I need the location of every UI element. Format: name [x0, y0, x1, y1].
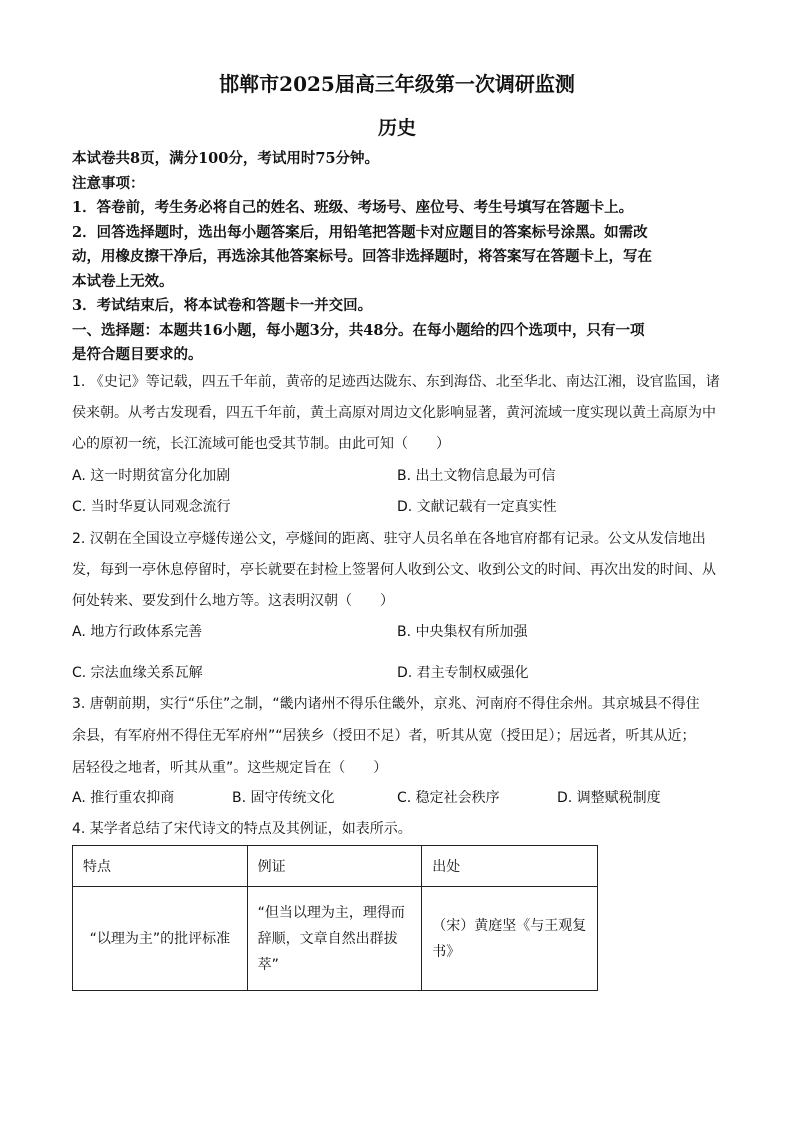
notice-item: 动，用橡皮擦干净后，再选涂其他答案标号。回答非选择题时，将答案写在答题卡上，写在 [72, 248, 652, 265]
question-1-stem: 1. 《史记》等记载，四五千年前，黄帝的足迹西达陇东、东到海岱、北至华北、南达江湘，设官监国，诸 [72, 374, 720, 390]
question-2-option-c: C. 宗法血缘关系瓦解 [72, 665, 203, 681]
question-3-option-d: D. 调整赋税制度 [557, 790, 661, 806]
table-cell-source: （宋）黄庭坚《与王观复书》 [422, 887, 598, 991]
question-3-option-a: A. 推行重农抑商 [72, 790, 175, 806]
table-cell-feature: “以理为主”的批评标准 [73, 887, 248, 991]
question-2-stem: 2. 汉朝在全国设立亭燧传递公文，亭燧间的距离、驻守人员名单在各地官府都有记录。公文从发信地出 [72, 531, 706, 547]
table-row [73, 887, 598, 991]
question-4-stem: 4. 某学者总结了宋代诗文的特点及其例证，如表所示。 [72, 821, 412, 837]
question-3-stem: 居轻役之地者，听其从重”。这些规定旨在（ ） [72, 760, 388, 776]
notice-item: 2．回答选择题时，选出每小题答案后，用铅笔把答题卡对应题目的答案标号涂黑。如需改 [72, 224, 648, 241]
question-1-option-b: B. 出土文物信息最为可信 [397, 468, 556, 484]
section-heading: 是符合题目要求的。 [72, 346, 203, 363]
notice-item: 本试卷上无效。 [72, 273, 174, 290]
notice-item: 1．答卷前，考生务必将自己的姓名、班级、考场号、座位号、考生号填写在答题卡上。 [72, 199, 634, 216]
table-header-row [73, 846, 598, 887]
table-header-cell: 特点 [73, 846, 248, 887]
question-1-option-a: A. 这一时期贫富分化加剧 [72, 468, 231, 484]
question-3-stem: 余县，有军府州不得住无军府州”“居狭乡（授田不足）者，听其从宽（授田足）；居远者，听其从近； [72, 728, 696, 744]
subject-title: 历史 [377, 117, 416, 139]
question-1-stem: 侯来朝。从考古发现看，四五千年前，黄土高原对周边文化影响显著，黄河流域一度实现以黄土高原为中 [72, 405, 716, 421]
table-header-cell: 例证 [247, 846, 422, 887]
question-2-option-a: A. 地方行政体系完善 [72, 624, 203, 640]
question-2-stem: 发，每到一亭休息停留时，亭长就要在封检上签署何人收到公文、收到公文的时间、再次出发的时间、从 [72, 562, 716, 578]
table-header-cell: 出处 [422, 846, 598, 887]
question-2-option-d: D. 君主专制权威强化 [397, 665, 529, 681]
question-2-option-b: B. 中央集权有所加强 [397, 624, 528, 640]
notice-heading: 注意事项： [72, 175, 145, 192]
table-cell-example: “但当以理为主，理得而辞顺，文章自然出群拔萃” [247, 887, 422, 991]
section-heading: 一、选择题：本题共16小题，每小题3分，共48分。在每小题给的四个选项中，只有一项 [72, 322, 645, 339]
question-1-stem: 心的原初一统，长江流域可能也受其节制。由此可知（ ） [72, 436, 450, 452]
exam-info: 本试卷共8页，满分100分，考试用时75分钟。 [72, 150, 380, 167]
notice-item: 3．考试结束后，将本试卷和答题卡一并交回。 [72, 297, 373, 314]
question-3-stem: 3. 唐朝前期，实行“乐住”之制，“畿内诸州不得乐住畿外，京兆、河南府不得住余州。其京城县不得住 [72, 696, 700, 712]
question-4-table [72, 845, 598, 991]
question-1-option-d: D. 文献记载有一定真实性 [397, 499, 557, 515]
question-1-option-c: C. 当时华夏认同观念流行 [72, 499, 231, 515]
exam-title: 邯郸市2025届高三年级第一次调研监测 [219, 72, 575, 96]
question-2-stem: 何处转来、要发到什么地方等。这表明汉朝（ ） [72, 593, 394, 609]
question-3-option-c: C. 稳定社会秩序 [397, 790, 500, 806]
question-3-option-b: B. 固守传统文化 [232, 790, 335, 806]
